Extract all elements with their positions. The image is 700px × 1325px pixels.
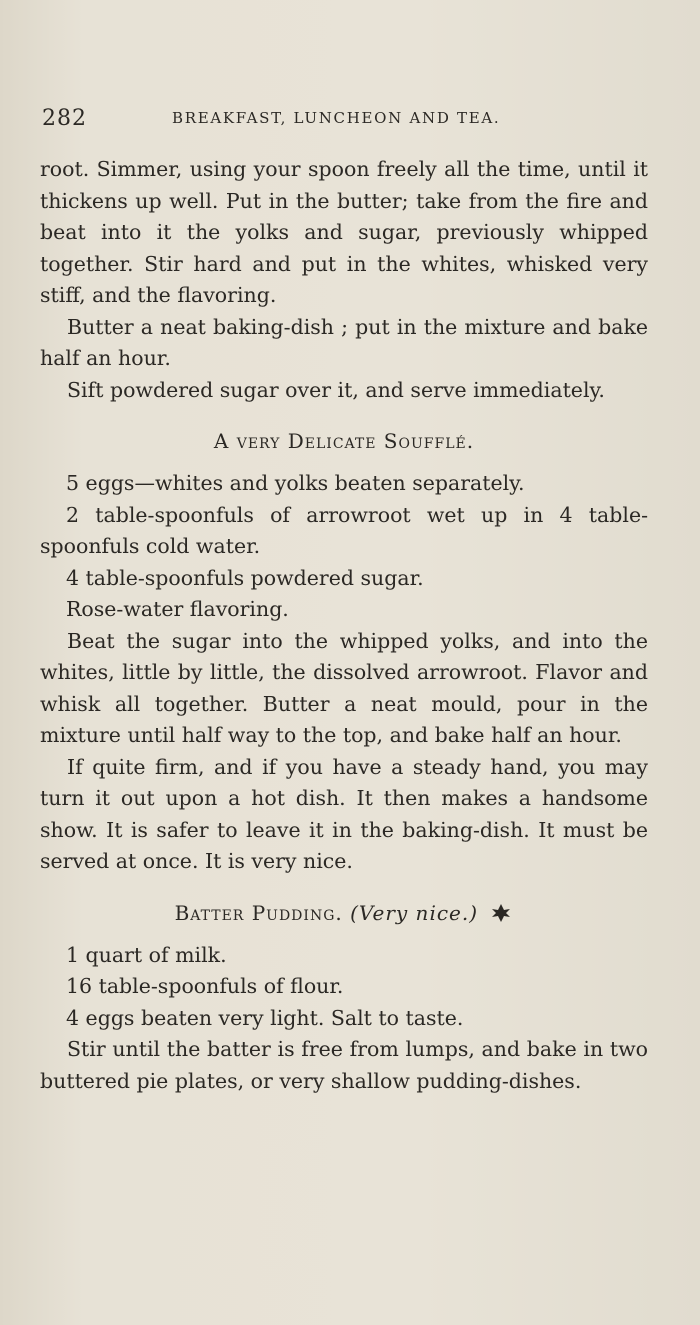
ingredient-line: 4 eggs beaten very light. Salt to taste. [66,1005,464,1030]
ingredient-line: 2 table-spoonfuls of arrowroot wet up in 4 table-spoonfuls cold water. [40,502,648,558]
recipe-note: (Very nice.) [350,900,479,925]
ingredient-line: 5 eggs—whites and yolks beaten separately. [66,471,525,495]
recipe-title: Batter Pudding. [174,900,343,925]
paragraph: Sift powdered sugar over it, and serve immediately. [67,377,605,402]
ingredient-line: 4 table-spoonfuls powdered sugar. [66,565,424,590]
running-title: BREAKFAST, LUNCHEON AND TEA. [172,109,501,127]
paragraph-continued: root. Simmer, using your spoon freely all the time, until it thickens up well. Put in the butter; take from the fire and beat into it the yolks and sugar, previously whipped together. Stir hard and put in the whites, whisked very stiff, and the flavoring. [40,157,648,307]
ingredient-line: Rose-water flavoring. [66,597,289,621]
direction-paragraph: Beat the sugar into the whipped yolks, and into the whites, little by little, the dissolved arrowroot. Flavor and whisk all together. Butter a neat mould, pour in the mixture until half way to the top, and bake half an hour. [40,628,648,747]
page-text [40,154,648,1097]
page-number: 282 [42,106,87,131]
ingredient-line: 16 table-spoonfuls of flour. [66,974,344,998]
direction-paragraph: Stir until the batter is free from lumps, and bake in two buttered pie plates, or very shallow pudding-dishes. [40,1037,648,1093]
direction-paragraph: If quite firm, and if you have a steady hand, you may turn it out upon a hot dish. It then makes a handsome show. It is safer to leave it in the baking-dish. It must be served at once. It is very nice. [40,754,648,873]
paragraph: Butter a neat baking-dish ; put in the mixture and bake half an hour. [40,314,648,370]
page-header [42,104,648,136]
ingredient-line: 1 quart of milk. [66,942,227,967]
recipe-title-line [40,898,648,928]
maltese-cross-icon [489,902,513,924]
recipe-title: A very Delicate Soufflé. [213,429,475,453]
